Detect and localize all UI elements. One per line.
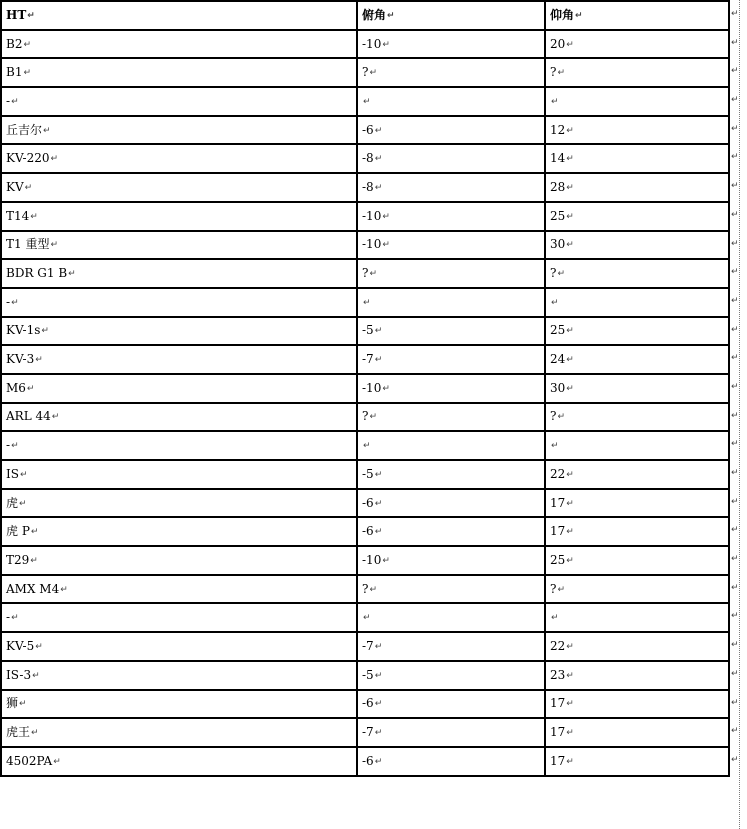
row-end-mark-icon: ↵	[731, 697, 739, 708]
paragraph-mark-icon: ↵	[23, 39, 31, 50]
row-end-mark-icon: ↵	[731, 438, 739, 449]
paragraph-mark-icon: ↵	[566, 756, 574, 767]
row-end-mark-icon: ↵	[731, 381, 739, 392]
table-row	[1, 690, 729, 719]
cell-text: -8	[362, 179, 374, 194]
cell-text: 28	[550, 179, 566, 194]
paragraph-mark-icon: ↵	[363, 441, 371, 452]
cell-text: KV-1s	[6, 323, 41, 338]
paragraph-mark-icon: ↵	[374, 498, 383, 509]
tank-name-cell	[1, 403, 357, 432]
depression-angle-cell	[357, 575, 545, 604]
tank-name-cell	[1, 116, 357, 145]
elevation-angle-cell	[545, 489, 729, 518]
column-header-depression-angle	[357, 1, 545, 30]
cell-text: ?	[550, 266, 557, 281]
elevation-angle-cell	[545, 517, 729, 546]
table-row	[1, 144, 729, 173]
cell-text: -6	[362, 696, 374, 711]
paragraph-mark-icon: ↵	[68, 269, 76, 280]
elevation-angle-cell	[545, 116, 729, 145]
elevation-angle-cell	[545, 87, 729, 116]
elevation-angle-cell	[545, 173, 729, 202]
paragraph-mark-icon: ↵	[557, 584, 565, 595]
table-row	[1, 460, 729, 489]
paragraph-mark-icon: ↵	[19, 469, 28, 480]
elevation-angle-cell	[545, 403, 729, 432]
row-end-mark-icon: ↵	[731, 496, 739, 507]
paragraph-mark-icon: ↵	[374, 670, 383, 681]
depression-angle-cell	[357, 517, 545, 546]
paragraph-mark-icon: ↵	[566, 699, 574, 710]
table-row	[1, 489, 729, 518]
table-row	[1, 575, 729, 604]
paragraph-mark-icon: ↵	[23, 68, 31, 79]
depression-angle-cell	[357, 460, 545, 489]
row-end-mark-icon: ↵	[731, 553, 739, 564]
paragraph-mark-icon: ↵	[11, 441, 19, 452]
paragraph-mark-icon: ↵	[374, 641, 383, 652]
cell-text: 虎 P	[6, 524, 30, 539]
cell-text: -10	[362, 237, 382, 252]
paragraph-mark-icon: ↵	[374, 756, 383, 767]
row-end-mark-icon: ↵	[731, 582, 739, 593]
elevation-angle-cell	[545, 690, 729, 719]
paragraph-mark-icon: ↵	[369, 412, 377, 423]
row-end-mark-icon: ↵	[731, 410, 739, 421]
paragraph-mark-icon: ↵	[382, 240, 390, 251]
depression-angle-cell	[357, 173, 545, 202]
row-end-mark-icon: ↵	[731, 668, 739, 679]
paragraph-mark-icon: ↵	[35, 355, 43, 366]
cell-text: B1	[6, 65, 23, 80]
table-row	[1, 259, 729, 288]
paragraph-mark-icon: ↵	[30, 527, 39, 538]
row-end-mark-icon: ↵	[731, 37, 739, 48]
cell-text: 25	[550, 323, 566, 338]
cell-text: -6	[362, 524, 374, 539]
row-end-mark-icon: ↵	[731, 238, 739, 249]
cell-text: 17	[550, 696, 566, 711]
paragraph-mark-icon: ↵	[374, 469, 383, 480]
depression-angle-cell	[357, 317, 545, 346]
cell-text: 17	[550, 524, 566, 539]
depression-angle-cell	[357, 661, 545, 690]
elevation-angle-cell	[545, 144, 729, 173]
paragraph-mark-icon: ↵	[32, 670, 40, 681]
paragraph-mark-icon: ↵	[369, 68, 377, 79]
row-end-mark-icon: ↵	[731, 352, 739, 363]
depression-angle-cell	[357, 259, 545, 288]
cell-text: ?	[362, 266, 369, 281]
paragraph-mark-icon: ↵	[60, 584, 68, 595]
paragraph-mark-icon: ↵	[566, 182, 574, 193]
elevation-angle-cell	[545, 58, 729, 87]
table-row	[1, 403, 729, 432]
paragraph-mark-icon: ↵	[382, 383, 390, 394]
paragraph-mark-icon: ↵	[51, 412, 60, 423]
depression-angle-cell	[357, 58, 545, 87]
cell-text: 17	[550, 725, 566, 740]
cell-text: T1 重型	[6, 237, 50, 252]
paragraph-mark-icon: ↵	[374, 355, 383, 366]
paragraph-mark-icon: ↵	[26, 383, 35, 394]
paragraph-mark-icon: ↵	[551, 297, 559, 308]
paragraph-mark-icon: ↵	[566, 125, 574, 136]
cell-text: -10	[362, 208, 382, 223]
paragraph-mark-icon: ↵	[369, 584, 377, 595]
row-end-mark-icon: ↵	[731, 324, 739, 335]
cell-text: -7	[362, 352, 374, 367]
cell-text: BDR G1 B	[6, 266, 68, 281]
cell-text: -	[6, 610, 11, 625]
tank-name-cell	[1, 632, 357, 661]
paragraph-mark-icon: ↵	[557, 412, 565, 423]
cell-text: ?	[550, 409, 557, 424]
row-end-mark-icon: ↵	[731, 725, 739, 736]
elevation-angle-cell	[545, 288, 729, 317]
table-row	[1, 202, 729, 231]
cell-text: -5	[362, 323, 374, 338]
row-end-mark-icon: ↵	[731, 754, 739, 765]
tank-name-cell	[1, 718, 357, 747]
tank-name-cell	[1, 345, 357, 374]
elevation-angle-cell	[545, 345, 729, 374]
cell-text: 17	[550, 495, 566, 510]
depression-angle-cell	[357, 431, 545, 460]
tank-name-cell	[1, 489, 357, 518]
cell-text: ?	[550, 65, 557, 80]
cell-text: 30	[550, 380, 566, 395]
tank-name-cell	[1, 58, 357, 87]
cell-text: -5	[362, 466, 374, 481]
paragraph-mark-icon: ↵	[50, 240, 59, 251]
cell-text: HT	[6, 7, 27, 22]
paragraph-mark-icon: ↵	[374, 154, 383, 165]
table-row	[1, 173, 729, 202]
cell-text: 17	[550, 753, 566, 768]
depression-angle-cell	[357, 632, 545, 661]
row-end-mark-icon: ↵	[731, 639, 739, 650]
paragraph-mark-icon: ↵	[387, 10, 395, 21]
depression-angle-cell	[357, 718, 545, 747]
paragraph-mark-icon: ↵	[557, 68, 565, 79]
row-end-mark-icon: ↵	[731, 295, 739, 306]
tank-name-cell	[1, 317, 357, 346]
paragraph-mark-icon: ↵	[30, 211, 38, 222]
cell-text: 狮	[6, 696, 19, 711]
paragraph-mark-icon: ↵	[374, 728, 383, 739]
depression-angle-cell	[357, 603, 545, 632]
tank-name-cell	[1, 30, 357, 59]
paragraph-mark-icon: ↵	[363, 613, 371, 624]
paragraph-mark-icon: ↵	[566, 469, 574, 480]
tank-name-cell	[1, 690, 357, 719]
paragraph-mark-icon: ↵	[566, 39, 574, 50]
table-row	[1, 718, 729, 747]
tank-name-cell	[1, 144, 357, 173]
tank-name-cell	[1, 603, 357, 632]
paragraph-mark-icon: ↵	[50, 154, 59, 165]
tank-name-cell	[1, 288, 357, 317]
depression-angle-cell	[357, 546, 545, 575]
tank-name-cell	[1, 231, 357, 260]
row-end-mark-icon: ↵	[731, 94, 739, 105]
cell-text: ?	[550, 581, 557, 596]
cell-text: -10	[362, 552, 382, 567]
tank-name-cell	[1, 87, 357, 116]
paragraph-mark-icon: ↵	[557, 269, 565, 280]
tank-name-cell	[1, 747, 357, 776]
cell-text: -10	[362, 36, 382, 51]
paragraph-mark-icon: ↵	[374, 182, 383, 193]
paragraph-mark-icon: ↵	[374, 527, 383, 538]
paragraph-mark-icon: ↵	[374, 326, 383, 337]
row-end-mark-icon: ↵	[731, 65, 739, 76]
row-end-mark-icon: ↵	[731, 524, 739, 535]
elevation-angle-cell	[545, 231, 729, 260]
cell-text: 虎王	[6, 725, 31, 740]
cell-text: -	[6, 93, 11, 108]
cell-text: KV-3	[6, 352, 35, 367]
elevation-angle-cell	[545, 460, 729, 489]
paragraph-mark-icon: ↵	[41, 326, 49, 337]
cell-text: KV-220	[6, 151, 50, 166]
paragraph-mark-icon: ↵	[566, 498, 574, 509]
tank-name-cell	[1, 661, 357, 690]
cell-text: -	[6, 294, 11, 309]
tank-name-cell	[1, 517, 357, 546]
depression-angle-cell	[357, 345, 545, 374]
paragraph-mark-icon: ↵	[24, 182, 33, 193]
cell-text: -7	[362, 638, 374, 653]
cell-text: 30	[550, 237, 566, 252]
paragraph-mark-icon: ↵	[11, 297, 19, 308]
depression-angle-cell	[357, 116, 545, 145]
paragraph-mark-icon: ↵	[363, 297, 371, 308]
row-end-mark-icon: ↵	[731, 209, 739, 220]
table-row	[1, 317, 729, 346]
row-end-mark-icon: ↵	[731, 123, 739, 134]
table-row	[1, 632, 729, 661]
cell-text: 23	[550, 667, 566, 682]
paragraph-mark-icon: ↵	[27, 10, 35, 21]
elevation-angle-cell	[545, 632, 729, 661]
table-row	[1, 58, 729, 87]
cell-text: 仰角	[550, 7, 575, 22]
cell-text: ?	[362, 409, 369, 424]
cell-text: 24	[550, 352, 566, 367]
cell-text: -7	[362, 725, 374, 740]
cell-text: 俯角	[362, 7, 387, 22]
elevation-angle-cell	[545, 374, 729, 403]
paragraph-mark-icon: ↵	[374, 699, 383, 710]
elevation-angle-cell	[545, 317, 729, 346]
table-row	[1, 517, 729, 546]
cell-text: -6	[362, 495, 374, 510]
tank-name-cell	[1, 173, 357, 202]
row-end-mark-icon: ↵	[731, 266, 739, 277]
tank-name-cell	[1, 546, 357, 575]
paragraph-mark-icon: ↵	[11, 96, 19, 107]
cell-text: -6	[362, 753, 374, 768]
cell-text: KV	[6, 179, 24, 194]
depression-angle-cell	[357, 231, 545, 260]
elevation-angle-cell	[545, 718, 729, 747]
paragraph-mark-icon: ↵	[369, 269, 377, 280]
cell-text: 丘吉尔	[6, 122, 43, 137]
elevation-angle-cell	[545, 575, 729, 604]
table-body	[1, 1, 729, 776]
paragraph-mark-icon: ↵	[363, 96, 371, 107]
paragraph-mark-icon: ↵	[566, 555, 574, 566]
cell-text: AMX M4	[6, 581, 60, 596]
row-end-mark-icon: ↵	[731, 151, 739, 162]
paragraph-mark-icon: ↵	[53, 756, 61, 767]
cell-text: 虎	[6, 495, 19, 510]
elevation-angle-cell	[545, 747, 729, 776]
elevation-angle-cell	[545, 546, 729, 575]
paragraph-mark-icon: ↵	[551, 96, 559, 107]
cell-text: T29	[6, 552, 30, 567]
paragraph-mark-icon: ↵	[19, 699, 27, 710]
cell-text: B2	[6, 36, 23, 51]
table-row	[1, 345, 729, 374]
paragraph-mark-icon: ↵	[30, 555, 38, 566]
depression-angle-cell	[357, 288, 545, 317]
page-right-margin-line	[739, 0, 740, 829]
paragraph-mark-icon: ↵	[566, 728, 574, 739]
paragraph-mark-icon: ↵	[566, 670, 574, 681]
table-row	[1, 30, 729, 59]
depression-angle-cell	[357, 489, 545, 518]
table-row	[1, 431, 729, 460]
elevation-angle-cell	[545, 30, 729, 59]
elevation-angle-cell	[545, 431, 729, 460]
cell-text: 20	[550, 36, 566, 51]
row-end-mark-icon: ↵	[731, 180, 739, 191]
cell-text: -	[6, 438, 11, 453]
tank-name-cell	[1, 374, 357, 403]
depression-angle-cell	[357, 374, 545, 403]
paragraph-mark-icon: ↵	[566, 527, 574, 538]
cell-text: 22	[550, 466, 566, 481]
depression-angle-cell	[357, 747, 545, 776]
elevation-angle-cell	[545, 259, 729, 288]
cell-text: T14	[6, 208, 30, 223]
paragraph-mark-icon: ↵	[31, 728, 39, 739]
paragraph-mark-icon: ↵	[575, 10, 583, 21]
cell-text: IS-3	[6, 667, 32, 682]
paragraph-mark-icon: ↵	[19, 498, 27, 509]
paragraph-mark-icon: ↵	[551, 441, 559, 452]
cell-text: -6	[362, 122, 374, 137]
depression-angle-cell	[357, 403, 545, 432]
depression-angle-cell	[357, 87, 545, 116]
paragraph-mark-icon: ↵	[566, 154, 574, 165]
cell-text: ?	[362, 581, 369, 596]
table-row	[1, 747, 729, 776]
tank-name-cell	[1, 431, 357, 460]
tank-name-cell	[1, 202, 357, 231]
paragraph-mark-icon: ↵	[566, 383, 574, 394]
table-row	[1, 546, 729, 575]
paragraph-mark-icon: ↵	[382, 555, 390, 566]
cell-text: -10	[362, 380, 382, 395]
paragraph-mark-icon: ↵	[35, 641, 43, 652]
elevation-angle-cell	[545, 603, 729, 632]
table-row	[1, 603, 729, 632]
paragraph-mark-icon: ↵	[382, 211, 390, 222]
row-end-mark-icon: ↵	[731, 8, 739, 19]
column-header-tank-name	[1, 1, 357, 30]
row-end-mark-icon: ↵	[731, 610, 739, 621]
paragraph-mark-icon: ↵	[551, 613, 559, 624]
elevation-angle-cell	[545, 202, 729, 231]
cell-text: KV-5	[6, 638, 35, 653]
cell-text: M6	[6, 380, 26, 395]
depression-angle-cell	[357, 30, 545, 59]
paragraph-mark-icon: ↵	[43, 125, 51, 136]
elevation-angle-cell	[545, 661, 729, 690]
paragraph-mark-icon: ↵	[566, 641, 574, 652]
table-row	[1, 288, 729, 317]
cell-text: -8	[362, 151, 374, 166]
table-row	[1, 374, 729, 403]
paragraph-mark-icon: ↵	[566, 326, 574, 337]
paragraph-mark-icon: ↵	[382, 39, 390, 50]
depression-angle-cell	[357, 202, 545, 231]
cell-text: ?	[362, 65, 369, 80]
table-header-row	[1, 1, 729, 30]
cell-text: 22	[550, 638, 566, 653]
tank-name-cell	[1, 575, 357, 604]
cell-text: 12	[550, 122, 566, 137]
cell-text: ARL 44	[6, 409, 51, 424]
table-row	[1, 116, 729, 145]
tank-name-cell	[1, 259, 357, 288]
tank-name-cell	[1, 460, 357, 489]
paragraph-mark-icon: ↵	[566, 211, 574, 222]
depression-angle-cell	[357, 690, 545, 719]
paragraph-mark-icon: ↵	[374, 125, 383, 136]
cell-text: IS	[6, 466, 19, 481]
table-row	[1, 661, 729, 690]
table-row	[1, 87, 729, 116]
cell-text: 4502PA	[6, 753, 53, 768]
cell-text: -5	[362, 667, 374, 682]
table-row	[1, 231, 729, 260]
paragraph-mark-icon: ↵	[566, 240, 574, 251]
cell-text: 25	[550, 552, 566, 567]
column-header-elevation-angle	[545, 1, 729, 30]
paragraph-mark-icon: ↵	[11, 613, 19, 624]
paragraph-mark-icon: ↵	[566, 355, 574, 366]
row-end-mark-icon: ↵	[731, 467, 739, 478]
depression-angle-cell	[357, 144, 545, 173]
cell-text: 14	[550, 151, 566, 166]
cell-text: 25	[550, 208, 566, 223]
